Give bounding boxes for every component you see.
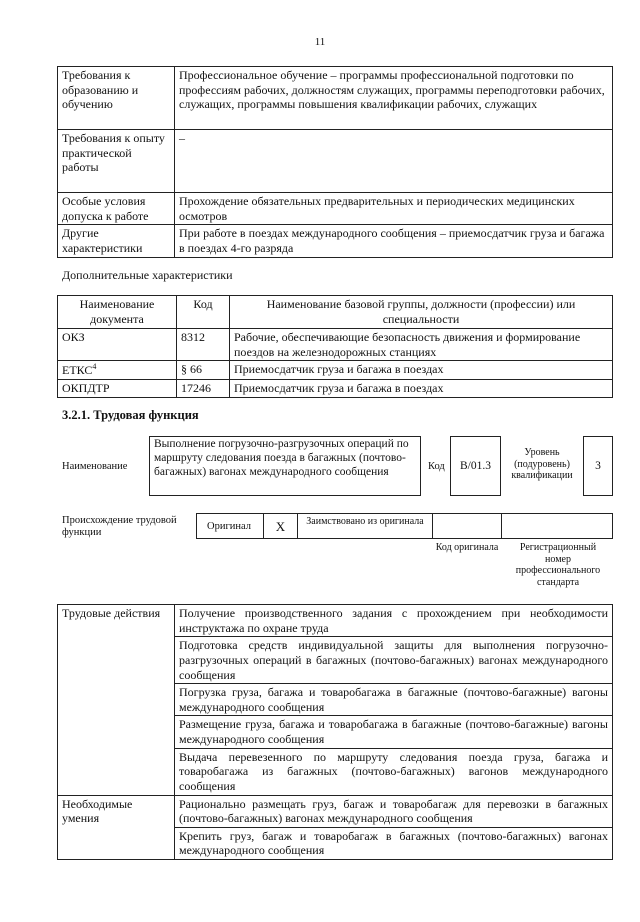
req-label: Другие характеристики	[58, 225, 175, 257]
skill-item: Крепить груз, багаж и товаробагаж в багажных (почтово-багажных) вагонах международного сообщения	[175, 827, 613, 859]
table-header-row	[58, 296, 613, 329]
table-row	[58, 605, 613, 637]
action-item: Получение производственного задания с прохождением при необходимости инструктажа по охране труда	[175, 605, 613, 637]
header-document: Наименование документа	[58, 296, 177, 329]
code-cell: § 66	[177, 361, 230, 380]
name-cell: Рабочие, обеспечивающие безопасность движения и формирование поездов на железнодорожных станциях	[230, 329, 613, 361]
borrowed-cell: Заимствовано из оригинала	[297, 513, 433, 539]
actions-label: Трудовые действия	[58, 605, 175, 796]
additional-table	[57, 295, 613, 398]
reg-num-label: Регистрационный номер профессионального стандарта	[515, 542, 601, 588]
req-value: Прохождение обязательных предварительных и периодических медицинских осмотров	[175, 193, 613, 225]
req-label: Особые условия допуска к работе	[58, 193, 175, 225]
actions-table	[57, 604, 613, 860]
section-title: 3.2.1. Трудовая функция	[62, 408, 199, 422]
table-row	[58, 795, 613, 827]
table-row	[58, 361, 613, 380]
table-row	[58, 379, 613, 397]
action-item: Выдача перевезенного по маршруту следования поезда груза, багажа и товаробагажа из багажных (почтово-багажных) вагонов международного сообщения	[175, 748, 613, 795]
page-number: 11	[314, 36, 326, 48]
req-label: Требования к образованию и обучению	[58, 67, 175, 130]
req-label: Требования к опыту практической работы	[58, 130, 175, 193]
action-item: Погрузка груза, багажа и товаробагажа в багажные (почтово-багажные) вагоны международного сообщения	[175, 684, 613, 716]
footnote-mark: 4	[92, 362, 97, 372]
requirements-table	[57, 66, 613, 258]
table-row	[58, 329, 613, 361]
doc-cell	[58, 379, 177, 397]
doc-cell	[58, 361, 177, 380]
function-name-box: Выполнение погрузочно-разгрузочных операций по маршруту следования поезда в багажных (почтово-багажных) вагонах международного сообщения	[149, 436, 421, 496]
req-value: При работе в поездах международного сообщения – приемосдатчик груза и багажа в поездах 4-го разряда	[175, 225, 613, 257]
original-mark: X	[263, 513, 298, 539]
skills-label: Необходимые умения	[58, 795, 175, 860]
code-cell: 8312	[177, 329, 230, 361]
name-cell: Приемосдатчик груза и багажа в поездах	[230, 361, 613, 380]
orig-code-cell	[432, 513, 502, 539]
table-row	[58, 193, 613, 225]
header-name: Наименование базовой группы, должности (профессии) или специальности	[230, 296, 613, 329]
level-box: 3	[583, 436, 613, 496]
code-cell: 17246	[177, 379, 230, 397]
reg-num-cell	[501, 513, 613, 539]
additional-title: Дополнительные характеристики	[62, 268, 233, 282]
level-label: Уровень (подуровень) квалификации	[511, 447, 573, 481]
name-cell: Приемосдатчик груза и багажа в поездах	[230, 379, 613, 397]
doc-cell	[58, 329, 177, 361]
skill-item: Рационально размещать груз, багаж и товаробагаж для перевозки в багажных (почтово-багажных) вагонах международного сообщения	[175, 795, 613, 827]
function-code-box: B/01.3	[450, 436, 501, 496]
req-value: –	[175, 130, 613, 193]
table-row	[58, 225, 613, 257]
code-label: Код	[428, 461, 445, 472]
table-row	[58, 130, 613, 193]
doc-name: ОКПДТР	[62, 380, 110, 395]
origin-label: Происхождение трудовой функции	[62, 515, 177, 539]
doc-name: ОКЗ	[62, 330, 85, 344]
header-code: Код	[177, 296, 230, 329]
action-item: Подготовка средств индивидуальной защиты для выполнения погрузочно-разгрузочных операций в багажных (почтово-багажных) вагонах международного сообщения	[175, 637, 613, 684]
orig-code-label: Код оригинала	[435, 542, 499, 553]
name-label: Наименование	[62, 461, 128, 472]
req-value: Профессиональное обучение – программы профессиональной подготовки по профессиям рабочих, должностям служащих, программы переподготовки рабочих, служащих, программы повышения квалификации рабочих, служащих	[175, 67, 613, 130]
original-cell: Оригинал	[196, 513, 264, 539]
doc-name: ЕТКС	[62, 363, 93, 378]
action-item: Размещение груза, багажа и товаробагажа в багажные (почтово-багажные) вагоны международного сообщения	[175, 716, 613, 748]
table-row	[58, 67, 613, 130]
